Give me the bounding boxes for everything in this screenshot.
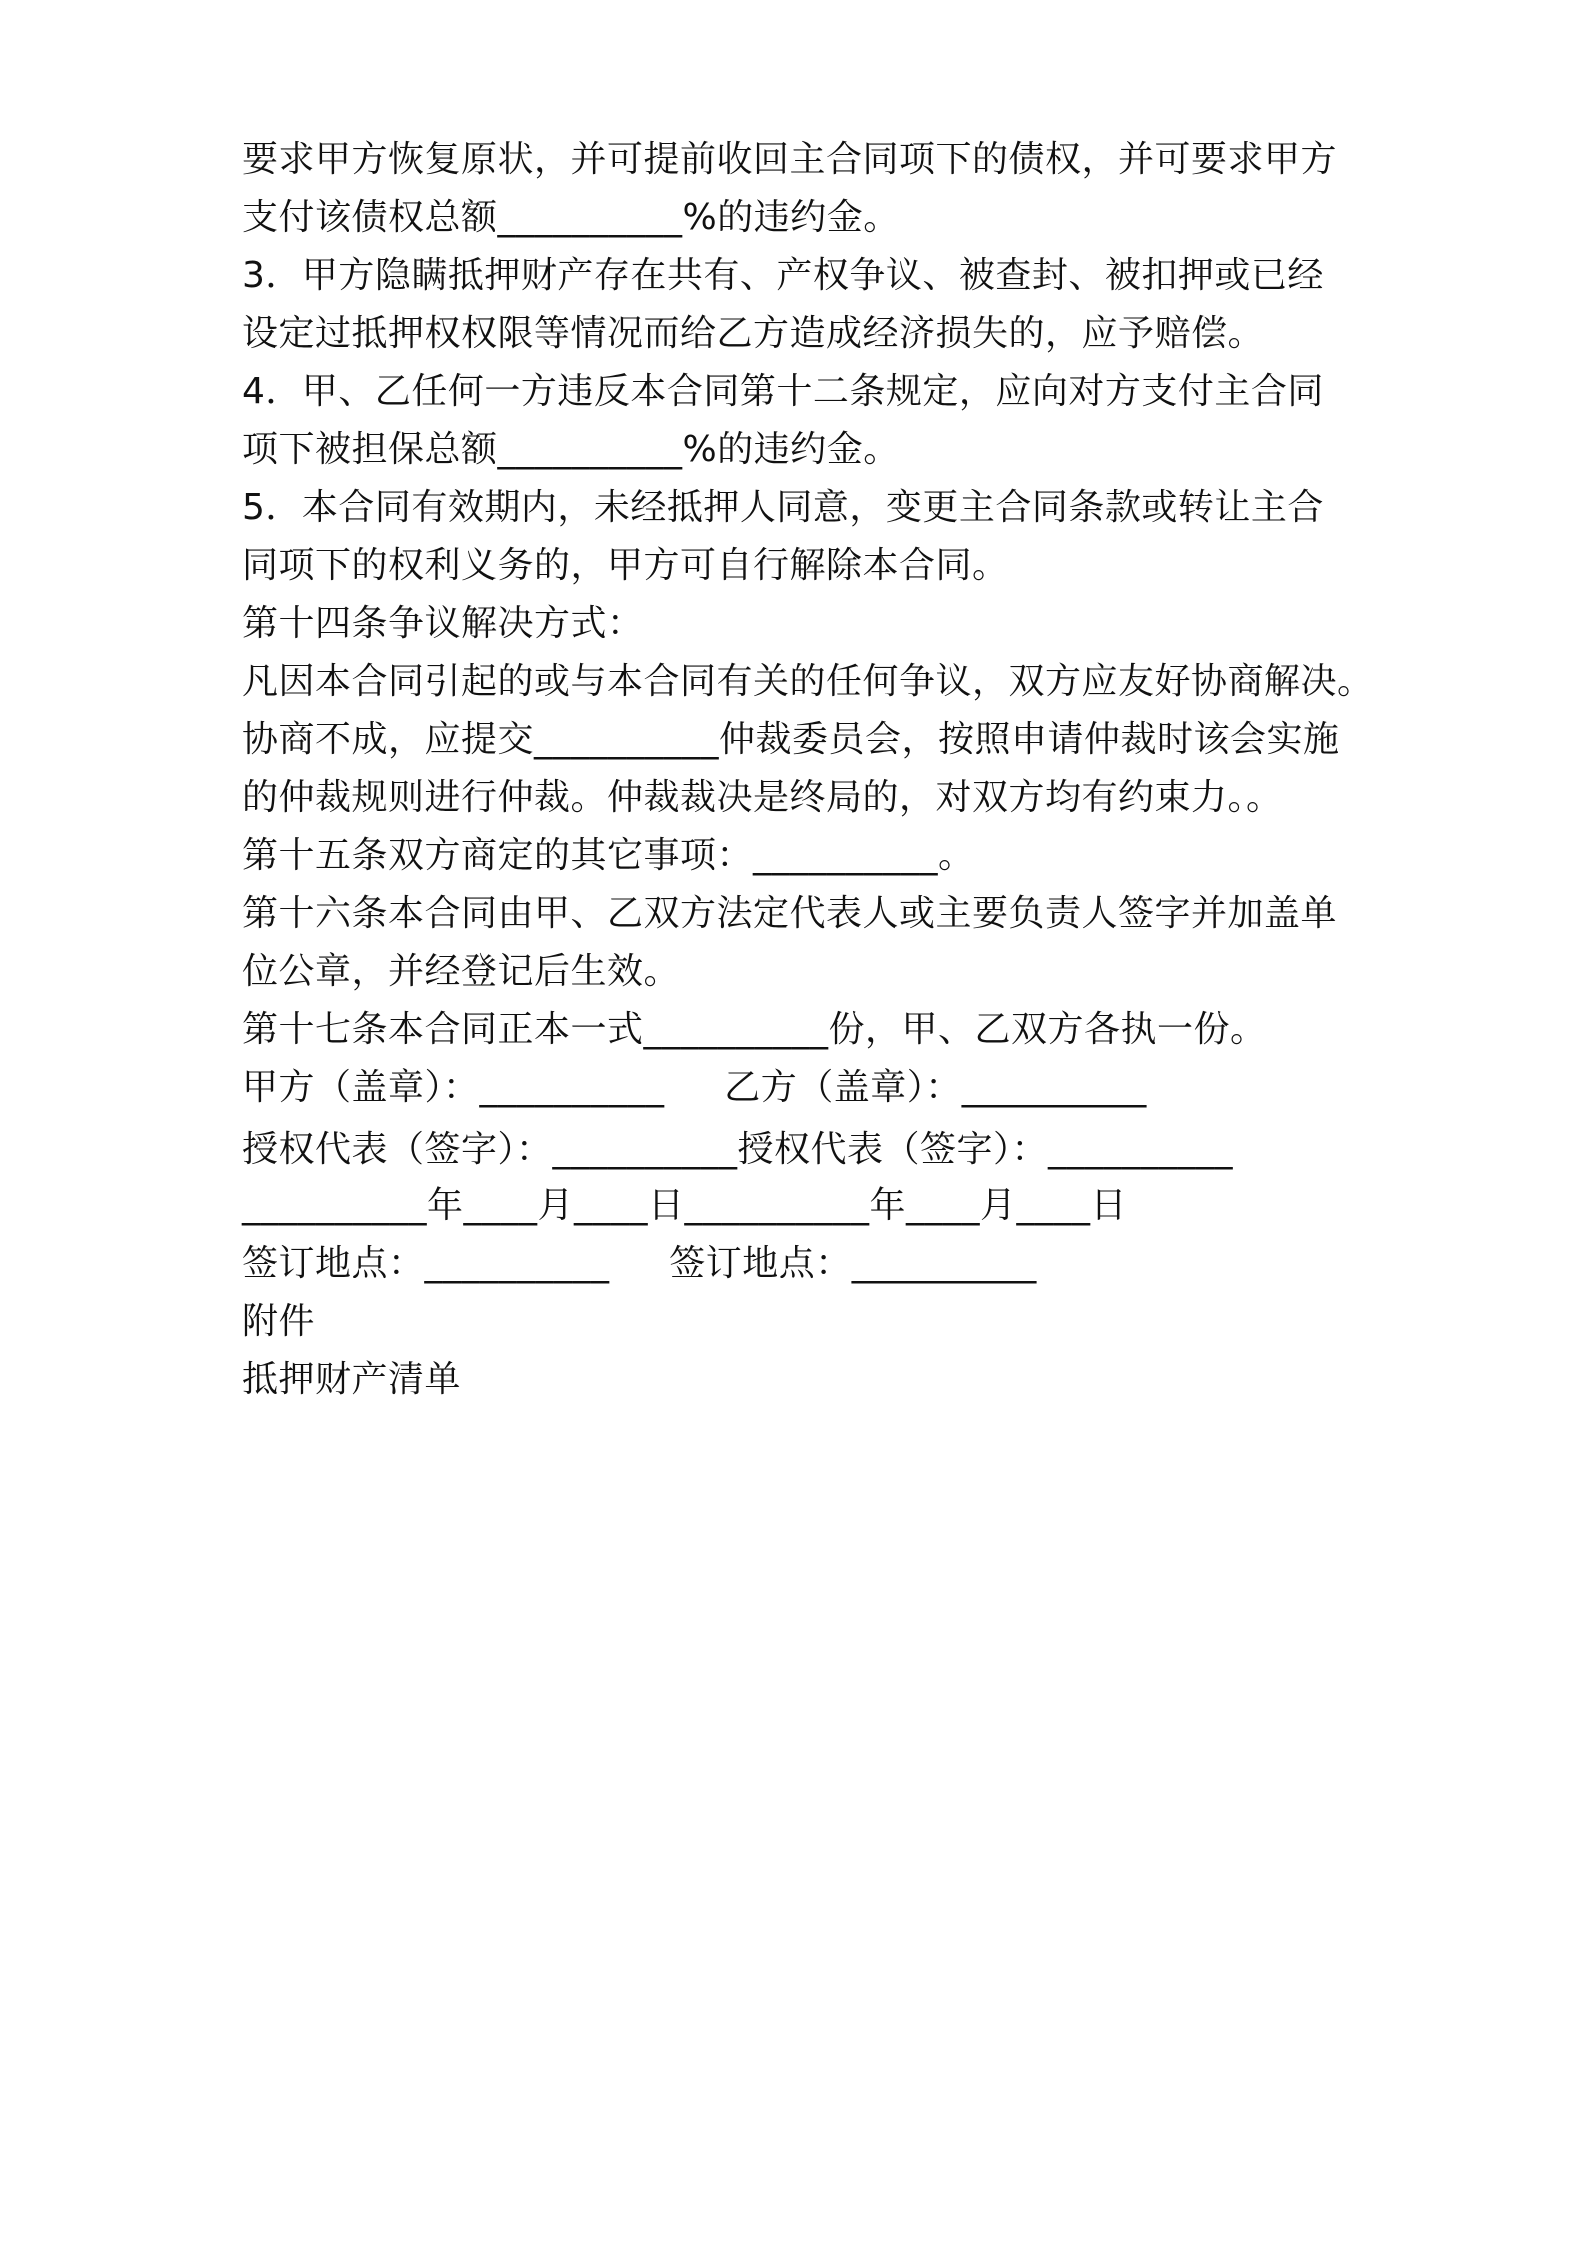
signature-date-line: __________年____月____日__________年____月____日 [242, 1185, 1127, 1226]
text-line: 项下被担保总额__________%的违约金。 [242, 429, 900, 470]
text-line: 第十五条双方商定的其它事项：__________。 [242, 835, 975, 876]
attachment-heading: 附件 [242, 1301, 316, 1342]
text-line: 凡因本合同引起的或与本合同有关的任何争议，双方应友好协商解决。 [242, 661, 1374, 702]
signature-place-line: 签订地点：__________ 签订地点：__________ [242, 1243, 1037, 1284]
text-line: 第十六条本合同由甲、乙双方法定代表人或主要负责人签字并加盖单 [242, 893, 1338, 934]
text-line: 设定过抵押权权限等情况而给乙方造成经济损失的，应予赔偿。 [242, 313, 1265, 354]
text-line: 4．甲、乙任何一方违反本合同第十二条规定，应向对方支付主合同 [242, 371, 1324, 412]
section-heading: 第十四条争议解决方式： [242, 603, 644, 644]
text-line: 协商不成，应提交__________仲裁委员会，按照申请仲裁时该会实施 [242, 719, 1340, 760]
signature-seal-line: 甲方（盖章）：__________ 乙方（盖章）：__________ [242, 1067, 1147, 1108]
text-line: 同项下的权利义务的，甲方可自行解除本合同。 [242, 545, 1009, 586]
text-line: 支付该债权总额__________%的违约金。 [242, 197, 900, 238]
text-line: 位公章，并经登记后生效。 [242, 951, 681, 992]
text-line: 3．甲方隐瞒抵押财产存在共有、产权争议、被查封、被扣押或已经 [242, 255, 1324, 296]
text-line: 第十七条本合同正本一式__________份，甲、乙双方各执一份。 [242, 1009, 1267, 1050]
text-line: 5．本合同有效期内，未经抵押人同意，变更主合同条款或转让主合 [242, 487, 1324, 528]
text-line: 要求甲方恢复原状，并可提前收回主合同项下的债权，并可要求甲方 [242, 139, 1338, 180]
attachment-title: 抵押财产清单 [242, 1359, 462, 1400]
text-line: 的仲裁规则进行仲裁。仲裁裁决是终局的，对双方均有约束力。。 [242, 777, 1283, 818]
signature-representative-line: 授权代表（签字）：__________授权代表（签字）：__________ [242, 1129, 1234, 1170]
